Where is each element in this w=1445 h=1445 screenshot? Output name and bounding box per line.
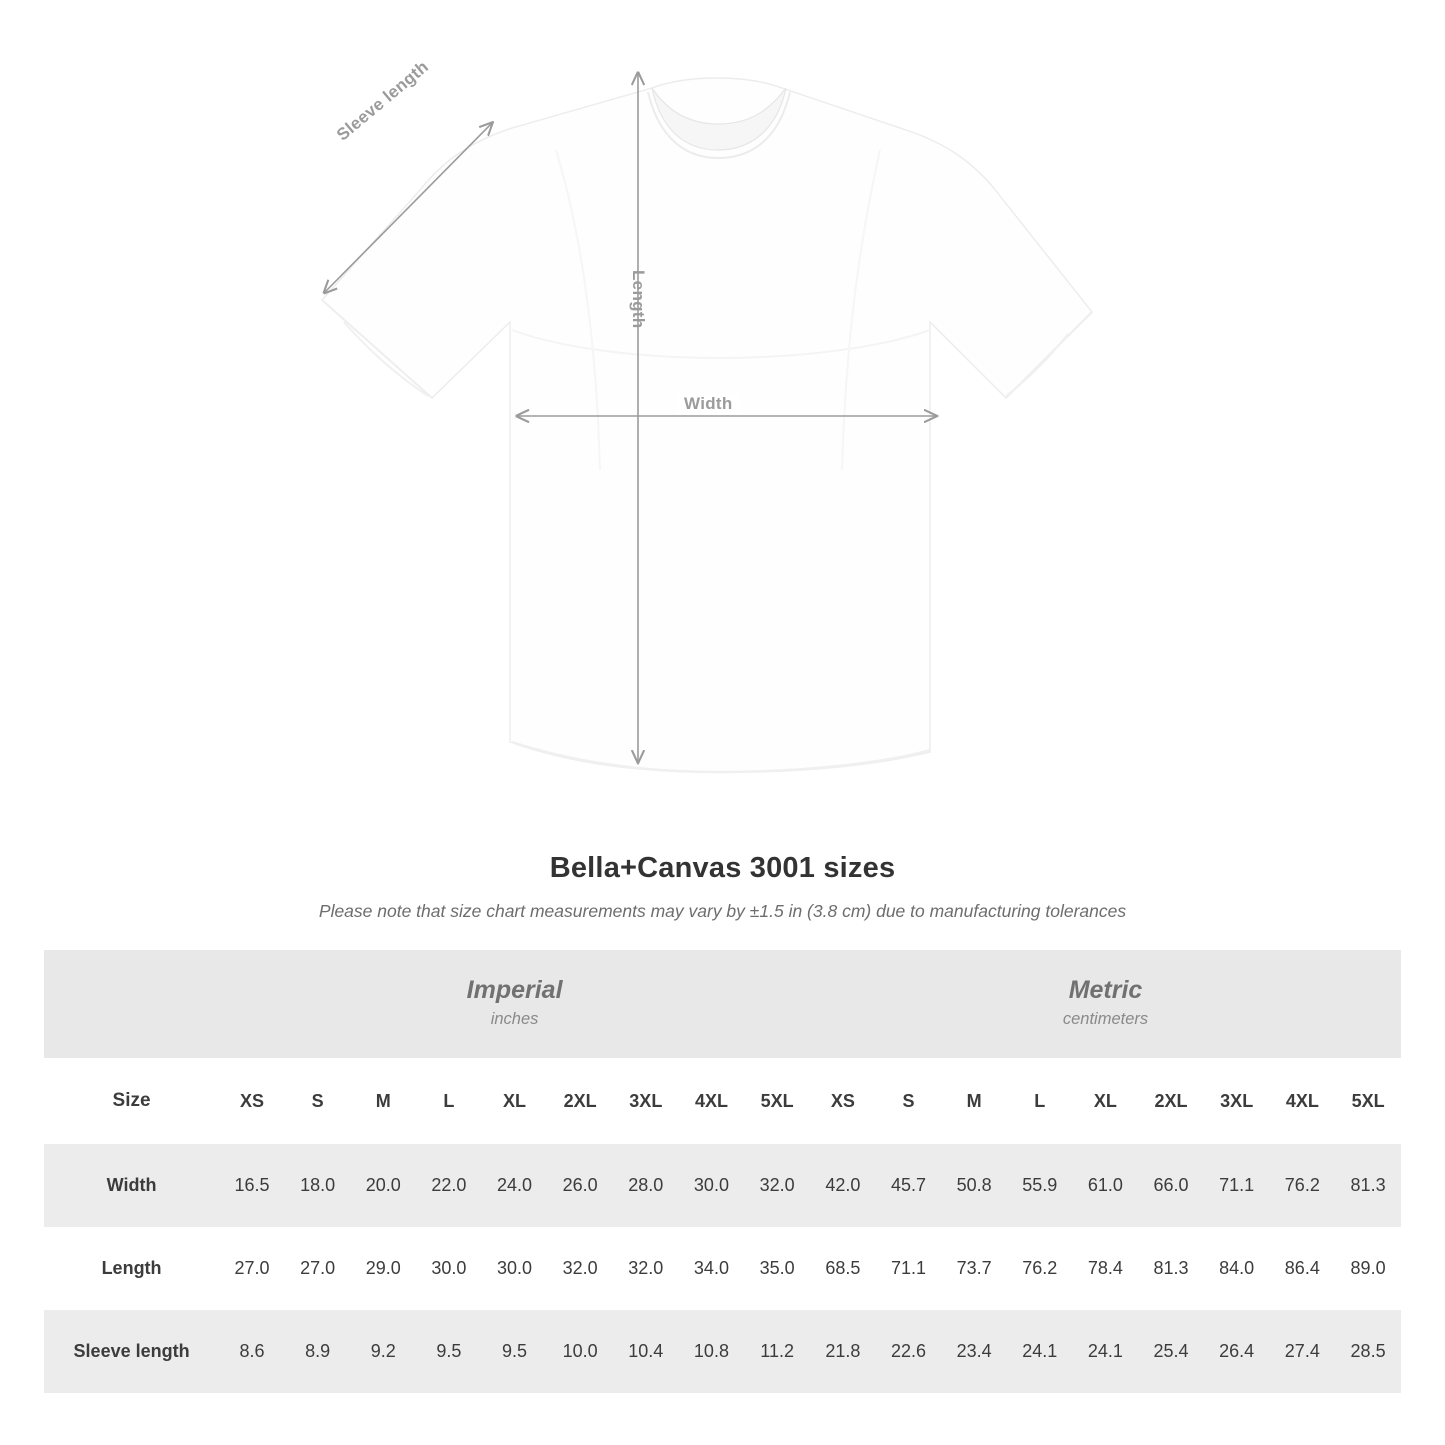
cell-length-metric-s: 71.1 <box>876 1227 942 1310</box>
unit-group-metric <box>810 950 1401 1058</box>
header-size-imperial-m: M <box>350 1058 416 1144</box>
cell-width-imperial-3xl: 28.0 <box>613 1144 679 1227</box>
cell-width-metric-xs: 42.0 <box>810 1144 876 1227</box>
header-size-metric-m: M <box>941 1058 1007 1144</box>
cell-length-imperial-l: 30.0 <box>416 1227 482 1310</box>
cell-sleeve-metric-m: 23.4 <box>941 1310 1007 1393</box>
cell-length-metric-m: 73.7 <box>941 1227 1007 1310</box>
cell-width-metric-4xl: 76.2 <box>1270 1144 1336 1227</box>
page-title: Bella+Canvas 3001 sizes <box>549 852 896 884</box>
unit-group-imperial <box>219 950 810 1058</box>
cell-sleeve-imperial-4xl: 10.8 <box>679 1310 745 1393</box>
cell-sleeve-imperial-5xl: 11.2 <box>744 1310 810 1393</box>
table-row <box>44 1144 1401 1227</box>
cell-length-metric-5xl: 89.0 <box>1335 1227 1401 1310</box>
length-label: Length <box>629 270 648 329</box>
cell-width-metric-2xl: 66.0 <box>1138 1144 1204 1227</box>
header-size-metric-xl: XL <box>1073 1058 1139 1144</box>
cell-length-metric-3xl: 84.0 <box>1204 1227 1270 1310</box>
cell-length-metric-4xl: 86.4 <box>1270 1227 1336 1310</box>
tolerance-note: Please note that size chart measurements may vary by ±1.5 in (3.8 cm) due to manufacturing tolerances <box>318 901 1127 921</box>
cell-sleeve-metric-5xl: 28.5 <box>1335 1310 1401 1393</box>
cell-width-imperial-s: 18.0 <box>285 1144 351 1227</box>
header-size-metric-s: S <box>876 1058 942 1144</box>
cell-length-imperial-3xl: 32.0 <box>613 1227 679 1310</box>
cell-length-imperial-2xl: 32.0 <box>547 1227 613 1310</box>
header-size-imperial-5xl: 5XL <box>744 1058 810 1144</box>
cell-width-metric-l: 55.9 <box>1007 1144 1073 1227</box>
header-size-imperial-l: L <box>416 1058 482 1144</box>
unit-group-metric-sub: centimeters <box>1062 1010 1149 1029</box>
header-size-imperial-4xl: 4XL <box>679 1058 745 1144</box>
cell-sleeve-imperial-m: 9.2 <box>350 1310 416 1393</box>
unit-spacer-cell <box>44 950 219 1058</box>
cell-length-metric-xl: 78.4 <box>1073 1227 1139 1310</box>
header-size-metric-xs: XS <box>810 1058 876 1144</box>
header-size-imperial-s: S <box>285 1058 351 1144</box>
cell-sleeve-imperial-xs: 8.6 <box>219 1310 285 1393</box>
cell-sleeve-metric-xs: 21.8 <box>810 1310 876 1393</box>
cell-width-metric-5xl: 81.3 <box>1335 1144 1401 1227</box>
sleeve-length-label: Sleeve length <box>333 57 433 145</box>
tshirt-shape <box>322 78 1092 772</box>
header-size-imperial-xl: XL <box>482 1058 548 1144</box>
cell-width-imperial-m: 20.0 <box>350 1144 416 1227</box>
cell-sleeve-imperial-s: 8.9 <box>285 1310 351 1393</box>
unit-group-imperial-label: Imperial <box>466 976 563 1005</box>
cell-length-imperial-s: 27.0 <box>285 1227 351 1310</box>
table-row <box>44 1310 1401 1393</box>
cell-length-metric-l: 76.2 <box>1007 1227 1073 1310</box>
table-header-row <box>44 1058 1401 1144</box>
cell-length-imperial-4xl: 34.0 <box>679 1227 745 1310</box>
row-label-length: Length <box>44 1227 219 1310</box>
cell-width-metric-3xl: 71.1 <box>1204 1144 1270 1227</box>
header-size-metric-4xl: 4XL <box>1270 1058 1336 1144</box>
width-label: Width <box>676 394 741 414</box>
cell-sleeve-metric-s: 22.6 <box>876 1310 942 1393</box>
cell-sleeve-imperial-l: 9.5 <box>416 1310 482 1393</box>
cell-length-imperial-xl: 30.0 <box>482 1227 548 1310</box>
cell-width-imperial-5xl: 32.0 <box>744 1144 810 1227</box>
unit-group-imperial-sub: inches <box>490 1010 539 1029</box>
cell-width-imperial-l: 22.0 <box>416 1144 482 1227</box>
header-size-metric-5xl: 5XL <box>1335 1058 1401 1144</box>
cell-width-metric-xl: 61.0 <box>1073 1144 1139 1227</box>
cell-sleeve-metric-3xl: 26.4 <box>1204 1310 1270 1393</box>
cell-width-metric-s: 45.7 <box>876 1144 942 1227</box>
header-size-metric-l: L <box>1007 1058 1073 1144</box>
header-size-imperial-xs: XS <box>219 1058 285 1144</box>
size-table-wrapper <box>44 950 1401 1393</box>
row-label-width: Width <box>44 1144 219 1227</box>
cell-width-imperial-4xl: 30.0 <box>679 1144 745 1227</box>
header-size-metric-3xl: 3XL <box>1204 1058 1270 1144</box>
size-table <box>44 950 1401 1393</box>
cell-width-metric-m: 50.8 <box>941 1144 1007 1227</box>
cell-length-imperial-xs: 27.0 <box>219 1227 285 1310</box>
cell-sleeve-metric-4xl: 27.4 <box>1270 1310 1336 1393</box>
cell-width-imperial-xs: 16.5 <box>219 1144 285 1227</box>
cell-sleeve-metric-l: 24.1 <box>1007 1310 1073 1393</box>
cell-length-imperial-m: 29.0 <box>350 1227 416 1310</box>
cell-length-metric-2xl: 81.3 <box>1138 1227 1204 1310</box>
cell-sleeve-metric-xl: 24.1 <box>1073 1310 1139 1393</box>
header-size-metric-2xl: 2XL <box>1138 1058 1204 1144</box>
cell-sleeve-metric-2xl: 25.4 <box>1138 1310 1204 1393</box>
cell-sleeve-imperial-2xl: 10.0 <box>547 1310 613 1393</box>
header-size-imperial-2xl: 2XL <box>547 1058 613 1144</box>
unit-group-row <box>44 950 1401 1058</box>
header-size-imperial-3xl: 3XL <box>613 1058 679 1144</box>
cell-width-imperial-xl: 24.0 <box>482 1144 548 1227</box>
cell-width-imperial-2xl: 26.0 <box>547 1144 613 1227</box>
row-label-sleeve-length: Sleeve length <box>44 1310 219 1393</box>
table-row <box>44 1227 1401 1310</box>
cell-length-metric-xs: 68.5 <box>810 1227 876 1310</box>
cell-sleeve-imperial-3xl: 10.4 <box>613 1310 679 1393</box>
cell-length-imperial-5xl: 35.0 <box>744 1227 810 1310</box>
cell-sleeve-imperial-xl: 9.5 <box>482 1310 548 1393</box>
unit-group-metric-label: Metric <box>1068 976 1143 1005</box>
header-size-label: Size <box>44 1058 219 1144</box>
